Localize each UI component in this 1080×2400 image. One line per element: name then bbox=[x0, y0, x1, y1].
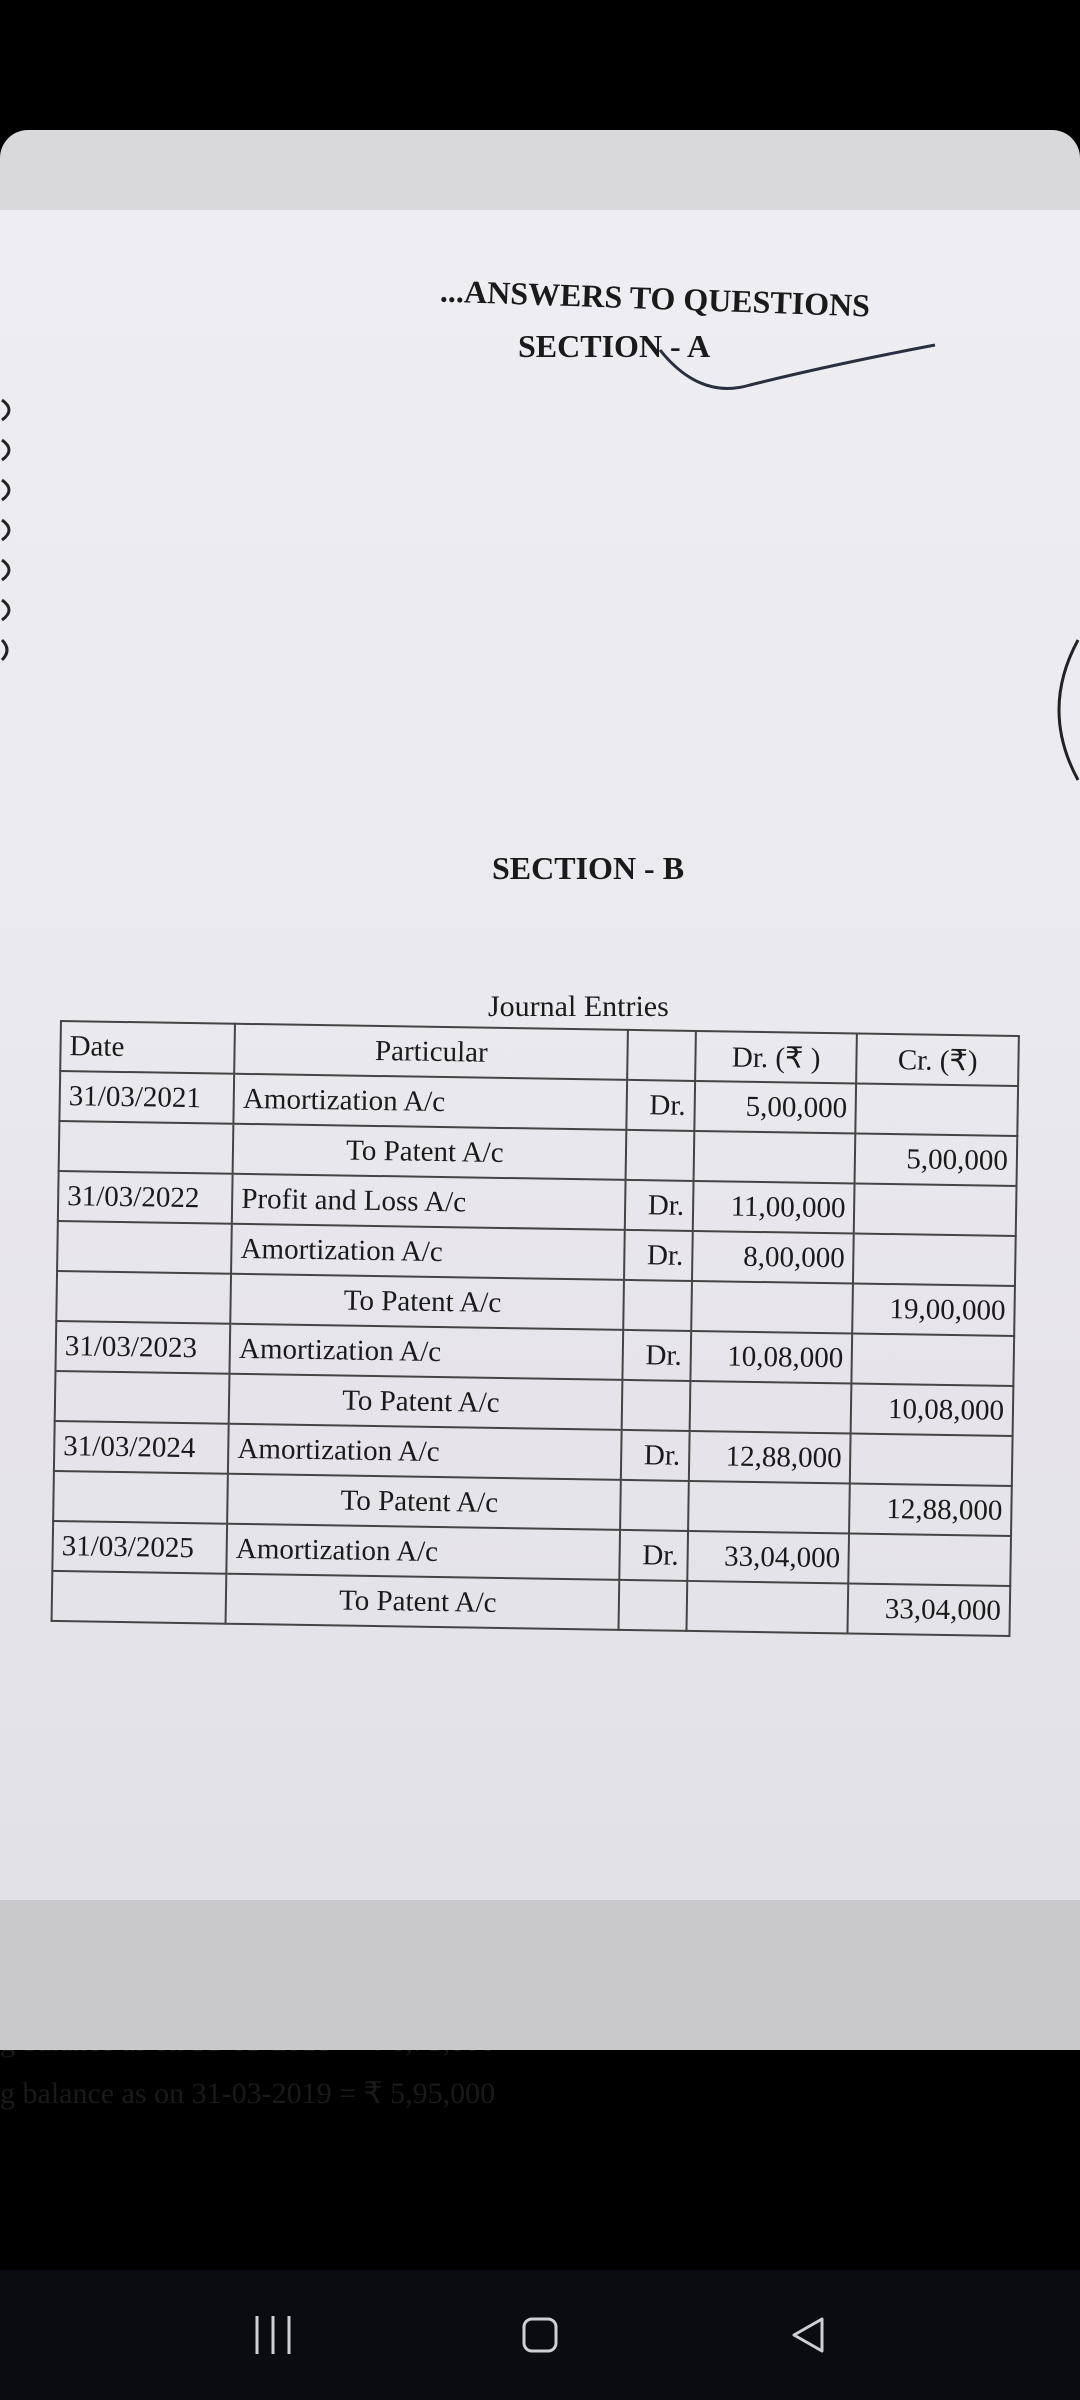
cell-date bbox=[52, 1571, 227, 1624]
cell-dr-amount bbox=[688, 1481, 850, 1534]
cell-cr-amount: 10,08,000 bbox=[851, 1383, 1013, 1436]
cell-dr-amount: 8,00,000 bbox=[692, 1231, 854, 1284]
cell-cr-amount bbox=[849, 1533, 1011, 1586]
menu-icon[interactable] bbox=[238, 2300, 308, 2370]
cell-particular: Amortization A/c bbox=[228, 1424, 622, 1480]
header-dr: Dr. (₹ ) bbox=[695, 1031, 857, 1084]
cell-particular: Amortization A/c bbox=[234, 1074, 628, 1130]
cell-cr-amount bbox=[854, 1184, 1016, 1237]
cell-dr-mark: Dr. bbox=[624, 1230, 692, 1281]
cell-date: 31/03/2022 bbox=[58, 1171, 233, 1224]
cell-cr-amount: 33,04,000 bbox=[848, 1583, 1010, 1636]
cell-date: 31/03/2021 bbox=[59, 1071, 234, 1124]
cell-particular: Amortization A/c bbox=[231, 1224, 625, 1280]
section-a-heading: SECTION - A bbox=[518, 328, 711, 364]
cell-date bbox=[57, 1221, 232, 1274]
cell-date: 31/03/2023 bbox=[55, 1321, 230, 1374]
cell-dr-mark bbox=[626, 1130, 694, 1181]
margin-bracket-right bbox=[1040, 640, 1080, 780]
cell-cr-amount bbox=[852, 1333, 1014, 1386]
cell-particular: To Patent A/c bbox=[227, 1474, 621, 1530]
cell-dr-mark: Dr. bbox=[621, 1430, 689, 1481]
cell-dr-mark bbox=[620, 1480, 688, 1531]
journal-entries-table bbox=[51, 1020, 1020, 1637]
section-b-heading: SECTION - B bbox=[492, 850, 685, 886]
answers-heading: ...ANSWERS TO QUESTIONS bbox=[439, 272, 871, 324]
cell-cr-amount: 19,00,000 bbox=[853, 1283, 1015, 1336]
navigation-bar bbox=[0, 2270, 1080, 2400]
cell-dr-mark: Dr. bbox=[625, 1180, 693, 1231]
cell-particular: To Patent A/c bbox=[226, 1574, 620, 1630]
cell-date bbox=[55, 1371, 230, 1424]
cell-dr-amount bbox=[686, 1581, 848, 1634]
cell-dr-amount bbox=[693, 1131, 855, 1184]
cell-dr-amount bbox=[691, 1281, 853, 1334]
header-date: Date bbox=[60, 1021, 235, 1074]
ink-underline-curve bbox=[660, 340, 940, 410]
cell-dr-mark: Dr. bbox=[623, 1330, 691, 1381]
cell-cr-amount: 12,88,000 bbox=[849, 1483, 1011, 1536]
cell-dr-amount bbox=[690, 1381, 852, 1434]
cell-particular: Profit and Loss A/c bbox=[232, 1174, 626, 1230]
cell-dr-mark bbox=[622, 1380, 690, 1431]
cell-dr-mark: Dr. bbox=[627, 1080, 695, 1131]
cell-date: 31/03/2024 bbox=[54, 1421, 229, 1474]
cell-dr-mark: Dr. bbox=[620, 1530, 688, 1581]
cell-date bbox=[53, 1471, 228, 1524]
cell-dr-mark bbox=[624, 1280, 692, 1331]
margin-bracket-marks bbox=[0, 400, 24, 700]
header-cr: Cr. (₹) bbox=[857, 1034, 1019, 1087]
cell-dr-amount: 33,04,000 bbox=[687, 1531, 849, 1584]
cell-dr-amount: 11,00,000 bbox=[693, 1181, 855, 1234]
paper-sheet bbox=[0, 210, 1080, 2110]
cell-cr-amount bbox=[853, 1234, 1015, 1287]
header-dr-mark bbox=[627, 1030, 695, 1081]
cell-cr-amount: 5,00,000 bbox=[855, 1134, 1017, 1187]
photo-frame bbox=[0, 130, 1080, 2110]
journal-table-body bbox=[52, 1071, 1019, 1636]
back-icon[interactable] bbox=[773, 2300, 843, 2370]
cell-cr-amount bbox=[856, 1084, 1018, 1137]
cell-dr-amount: 5,00,000 bbox=[694, 1081, 856, 1134]
cell-dr-amount: 10,08,000 bbox=[690, 1331, 852, 1384]
journal-entries-caption: Journal Entries bbox=[488, 990, 669, 1023]
cell-particular: To Patent A/c bbox=[230, 1274, 624, 1330]
cell-date: 31/03/2025 bbox=[52, 1521, 227, 1574]
cell-particular: Amortization A/c bbox=[230, 1324, 624, 1380]
cell-date bbox=[59, 1121, 234, 1174]
photo-background-strip bbox=[0, 1900, 1080, 2050]
cell-dr-mark bbox=[619, 1580, 687, 1631]
cell-date bbox=[56, 1271, 231, 1324]
cell-particular: To Patent A/c bbox=[229, 1374, 623, 1430]
balance-line-2019: g balance as on 31-03-2019 = ₹ 5,95,000 bbox=[0, 2077, 496, 2110]
header-particular: Particular bbox=[234, 1024, 628, 1080]
cell-dr-amount: 12,88,000 bbox=[689, 1431, 851, 1484]
cell-cr-amount bbox=[850, 1433, 1012, 1486]
cell-particular: Amortization A/c bbox=[227, 1524, 621, 1580]
home-icon[interactable] bbox=[505, 2300, 575, 2370]
cell-particular: To Patent A/c bbox=[233, 1124, 627, 1180]
